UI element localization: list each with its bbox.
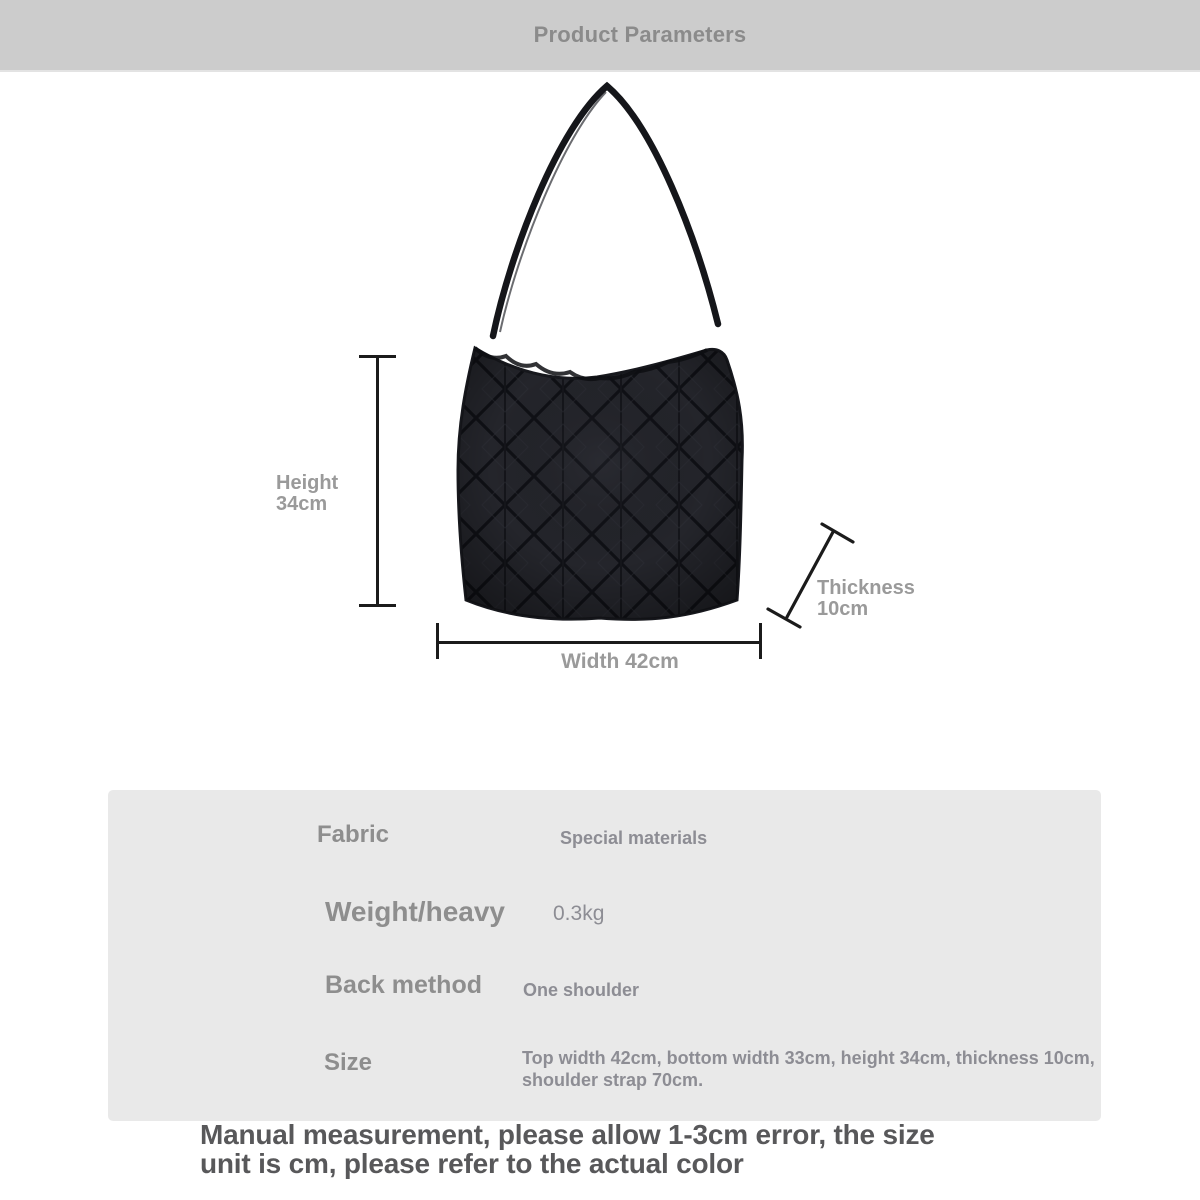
spec-row-size-label: Size: [324, 1049, 373, 1076]
spec-row-fabric-label: Fabric: [317, 821, 390, 848]
measurement-disclaimer: [200, 1120, 980, 1178]
header-bar: [0, 0, 1200, 72]
page-title: Product Parameters: [533, 22, 747, 47]
disclaimer-line-1: Manual measurement, please allow 1-3cm error, the size: [200, 1119, 935, 1150]
width-measure-line: [437, 641, 761, 644]
height-measure-line: [376, 357, 379, 607]
thickness-value-text: 10cm: [817, 598, 869, 620]
bag-body-shading: [458, 348, 742, 619]
width-measure-cap-left: [436, 623, 439, 659]
thickness-label-text: Thickness: [817, 577, 915, 599]
height-label-text: Height: [276, 472, 339, 494]
height-measure-cap-top: [359, 355, 396, 358]
spec-row-back-method-value: One shoulder: [523, 980, 640, 1000]
bag-strap: [493, 86, 718, 336]
height-measure-cap-bottom: [359, 604, 396, 607]
spec-row-weight-label: Weight/heavy: [325, 896, 505, 927]
spec-row-fabric-value: Special materials: [560, 828, 708, 848]
spec-table: [108, 790, 1101, 1121]
thickness-label: [817, 578, 915, 620]
height-value-text: 34cm: [276, 493, 328, 515]
product-bag-image: [418, 70, 758, 630]
spec-row-size-value: Top width 42cm, bottom width 33cm, height 34cm, thickness 10cm, shoulder strap 70cm.: [522, 1048, 1095, 1090]
width-label: Width 42cm: [561, 650, 679, 673]
spec-row-back-method-label: Back method: [325, 971, 482, 999]
bag-strap-edge: [500, 92, 606, 332]
spec-row-weight-value: 0.3kg: [553, 902, 605, 925]
disclaimer-line-2: unit is cm, please refer to the actual color: [200, 1148, 744, 1179]
height-label: [276, 473, 338, 515]
